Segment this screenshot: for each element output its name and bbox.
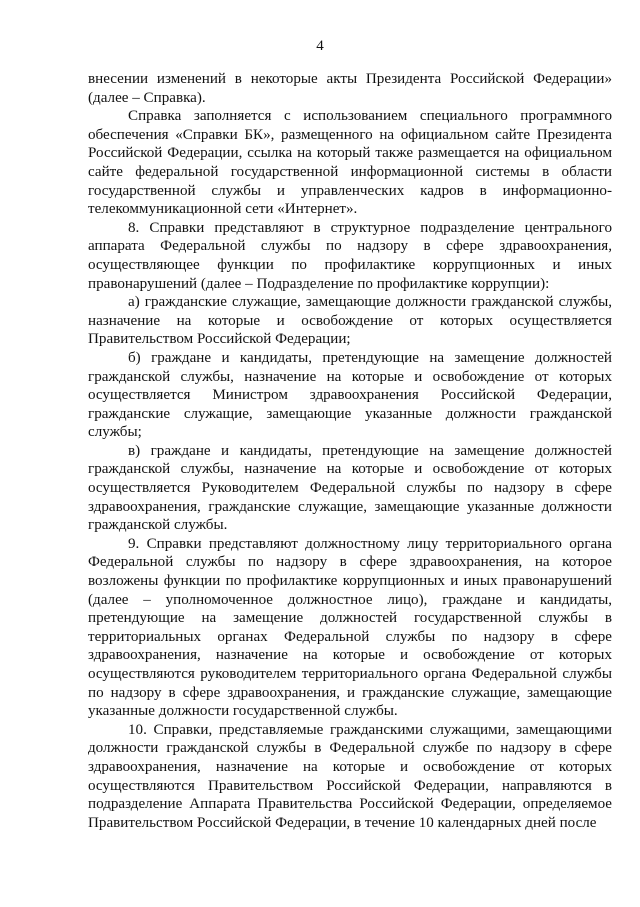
paragraph-spravka-software: Справка заполняется с использованием специального программного обеспечения «Справки БК», размещенного на официальном сайте Президента Российской Федерации, ссылка на который также размещается на официальном сайте федеральной государственной информационной системы в области государственной службы и управленческих кадров в информационно-телекоммуникационной сети «Интернет».	[88, 108, 612, 218]
document-body	[88, 70, 612, 832]
paragraph-item-10: 10. Справки, представляемые гражданскими служащими, замещающими должности гражданской службы в Федеральной службе по надзору в сфере здравоохранения, назначение на которые и освобождение от которых осуществляются Правительством Российской Федерации, направляются в подразделение Аппарата Правительства Российской Федерации, определяемое Правительством Российской Федерации, в течение 10 календарных дней после	[88, 721, 612, 831]
page-number: 4	[316, 38, 324, 54]
paragraph-item-9: 9. Справки представляют должностному лицу территориального органа Федеральной службы по надзору в сфере здравоохранения, на которое возложены функции по профилактике коррупционных и иных правонарушений (далее – уполномоченное должностное лицо), граждане и кандидаты, претендующие на замещение должностей государственной службы в территориальных органах Федеральной службы по надзору в сфере здравоохранения, назначение на которые и освобождение от которых осуществляются руководителем территориального органа Федеральной службы по надзору в сфере здравоохранения, и гражданские служащие, замещающие указанные должности государственной службы.	[88, 535, 612, 720]
paragraph-item-8c: в) граждане и кандидаты, претендующие на замещение должностей гражданской службы, назначение на которые и освобождение от которых осуществляется Руководителем Федеральной службы по надзору в сфере здравоохранения, гражданские служащие, замещающие указанные должности гражданской службы.	[88, 442, 612, 534]
paragraph-item-8a: а) гражданские служащие, замещающие должности гражданской службы, назначение на которые и освобождение от которых осуществляется Правительством Российской Федерации;	[88, 294, 612, 348]
paragraph-item-8b: б) граждане и кандидаты, претендующие на замещение должностей гражданской службы, назначение на которые и освобождение от которых осуществляется Министром здравоохранения Российской Федерации, гражданские служащие, замещающие указанные должности гражданской службы;	[88, 349, 612, 441]
paragraph-item-8: 8. Справки представляют в структурное подразделение центрального аппарата Федеральной службы по надзору в сфере здравоохранения, осуществляющее функции по профилактике коррупционных и иных правонарушений (далее – Подразделение по профилактике коррупции):	[88, 219, 612, 292]
paragraph-continuation: внесении изменений в некоторые акты Президента Российской Федерации» (далее – Справка).	[88, 71, 612, 106]
